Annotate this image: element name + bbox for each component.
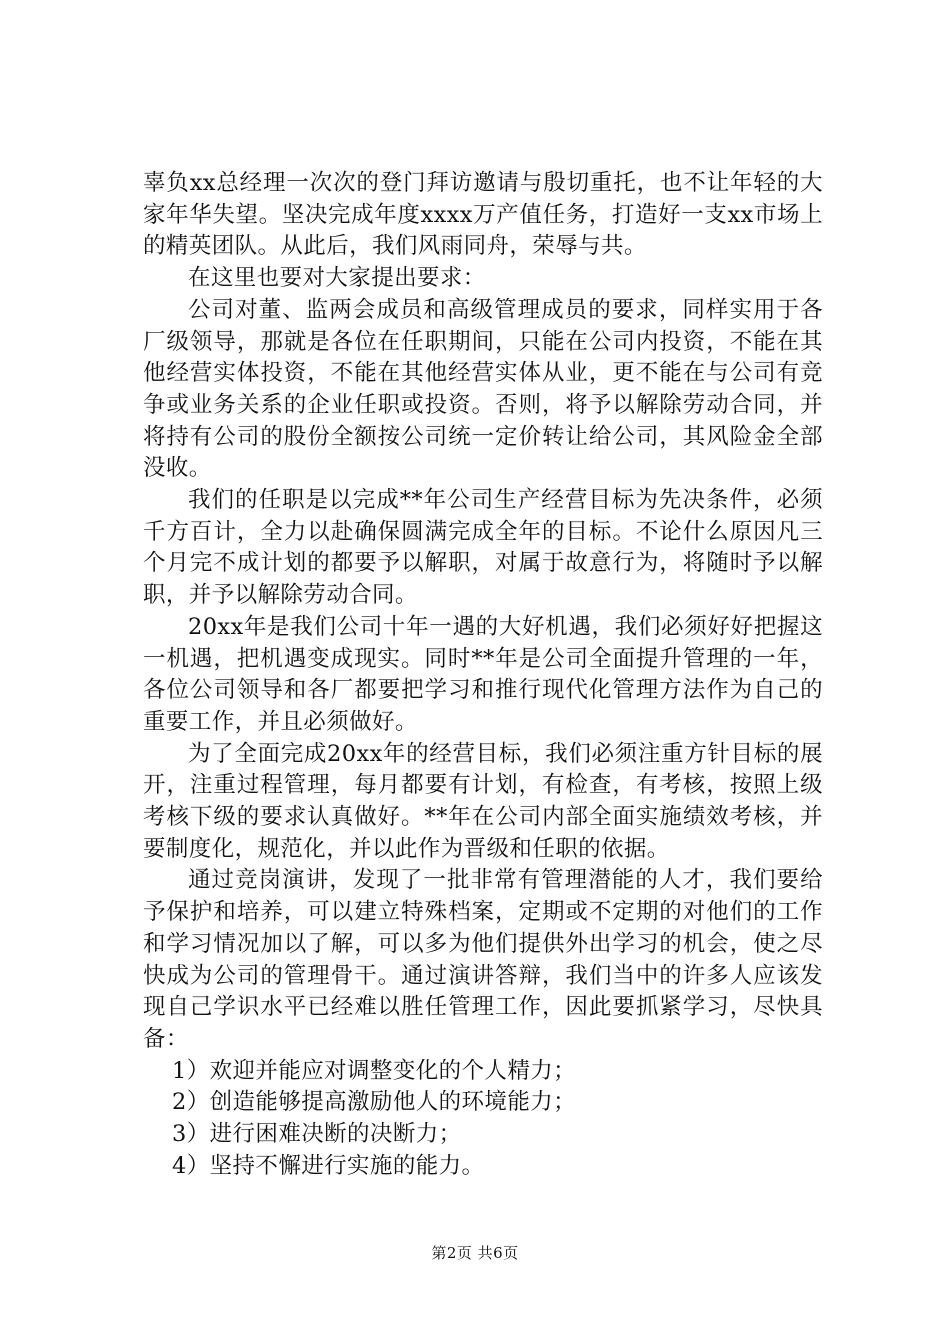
list-item-1: 1）欢迎并能应对调整变化的个人精力；: [172, 1057, 577, 1084]
paragraph-appointment-conditions: 我们的任职是以完成**年公司生产经营目标为先决条件，必须千方百计，全力以赴确保圆满完成全年的目标。不论什么原因凡三个月完不成计划的都要予以解职，对属于故意行为，将随时予以解职，并予以解除劳动合同。: [143, 487, 823, 609]
paragraph-business-goals: 为了全面完成20xx年的经营目标，我们必须注重方针目标的展开，注重过程管理，每月都要有计划，有检查，有考核，按照上级考核下级的要求认真做好。**年在公司内部全面实施绩效考核，并要制度化，规范化，并以此作为晋级和任职的依据。: [143, 740, 823, 862]
paragraph-requirements-intro: 在这里也要对大家提出要求：: [188, 265, 486, 292]
paragraph-talent-development: 通过竞岗演讲，发现了一批非常有管理潜能的人才，我们要给予保护和培养，可以建立特殊档案，定期或不定期的对他们的工作和学习情况加以了解，可以多为他们提供外出学习的机会，使之尽快成为公司的管理骨干。通过演讲答辩，我们当中的许多人应该发现自己学识水平已经难以胜任管理工作，因此要抓紧学习，尽快具备：: [143, 867, 823, 1052]
paragraph-opportunity: 20xx年是我们公司十年一遇的大好机遇，我们必须好好把握这一机遇，把机遇变成现实。同时**年是公司全面提升管理的一年，各位公司领导和各厂都要把学习和推行现代化管理方法作为自己的重要工作，并且必须做好。: [143, 613, 823, 735]
list-item-3: 3）进行困难决断的决断力；: [172, 1121, 462, 1148]
list-item-4: 4）坚持不懈进行实施的能力。: [172, 1152, 485, 1179]
paragraph-investment-rules: 公司对董、监两会成员和高级管理成员的要求，同样实用于各厂级领导，那就是各位在任职期间，只能在公司内投资，不能在其他经营实体投资，不能在其他经营实体从业，更不能在与公司有竞争或业务关系的企业任职或投资。否则，将予以解除劳动合同，并将持有公司的股份全额按公司统一定价转让给公司，其风险金全部没收。: [143, 296, 823, 482]
list-item-2: 2）创造能够提高激励他人的环境能力；: [172, 1089, 577, 1116]
paragraph-continuation: 辜负xx总经理一次次的登门拜访邀请与殷切重托，也不让年轻的大家年华失望。坚决完成年度xxxx万产值任务，打造好一支xx市场上的精英团队。从此后，我们风雨同舟，荣辱与共。: [143, 170, 823, 260]
document-body: [143, 168, 823, 1183]
page-footer: [0, 1242, 950, 1263]
page-number: 第2页 共6页: [431, 1244, 519, 1262]
